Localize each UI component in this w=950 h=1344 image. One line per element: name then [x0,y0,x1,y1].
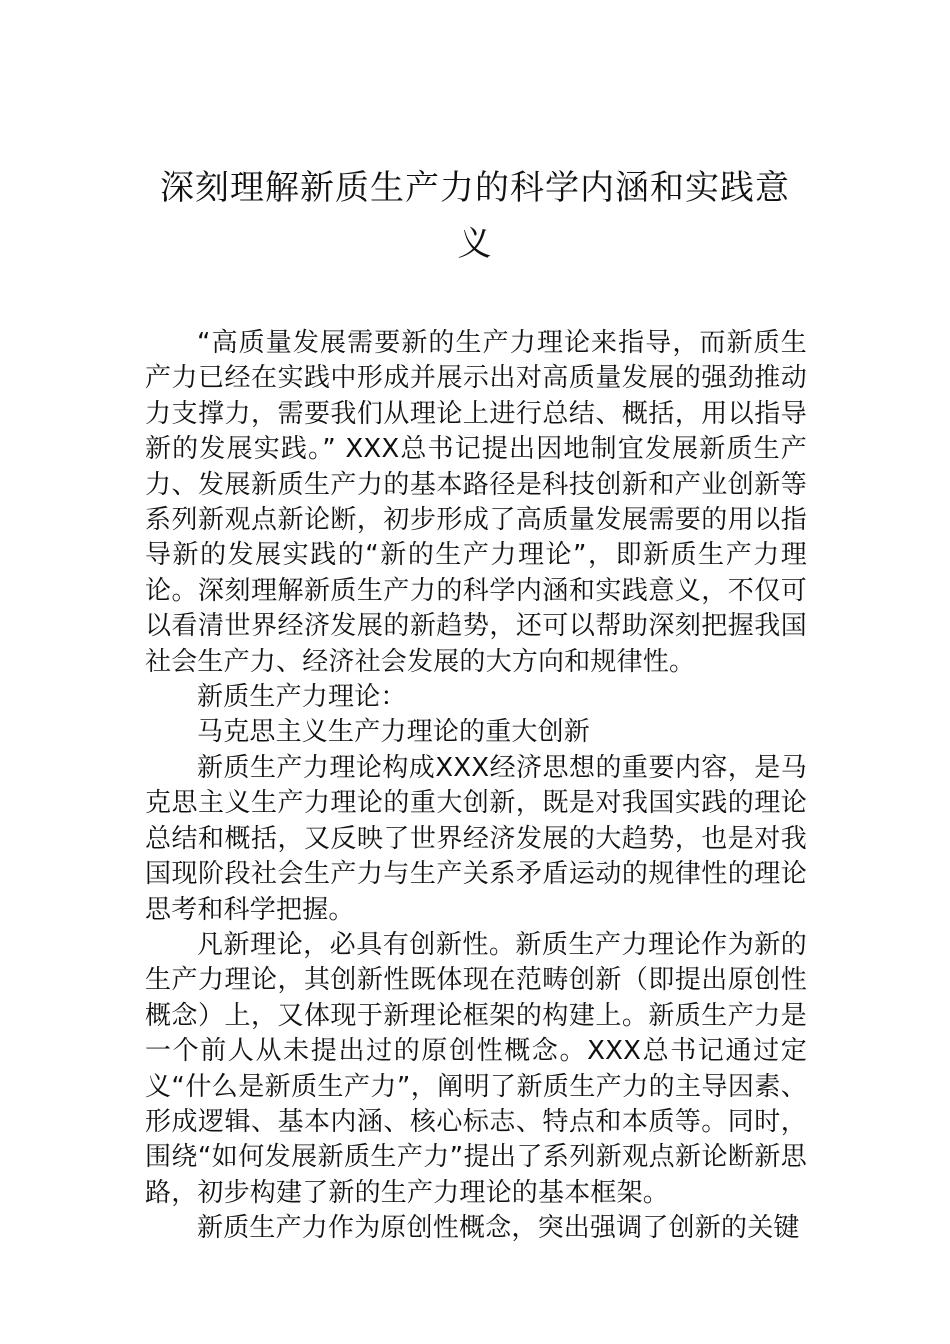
document-title: 深刻理解新质生产力的科学内涵和实践意义 [160,168,790,264]
paragraph-intro: “高质量发展需要新的生产力理论来指导，而新质生产力已经在实践中形成并展示出对高质量发展的强劲推动力支撑力，需要我们从理论上进行总结、概括，用以指导新的发展实践。” XXX总书记提出因地制宜发展新质生产力、发展新质生产力的基本路径是科技创新和产业创新等系列新观点新论断，初步形成了高质量发展需要的用以指导新的发展实践的“新的生产力理论”，即新质生产力理论。深刻理解新质生产力的科学内涵和实践意义，不仅可以看清世界经济发展的新趋势，还可以帮助深刻把握我国社会生产力、经济社会发展的大方向和规律性。 [145,328,807,677]
paragraph-original-concept: 新质生产力作为原创性概念，突出强调了创新的关键 [197,1213,800,1244]
paragraph-theory: 新质生产力理论构成XXX经济思想的重要内容，是马克思主义生产力理论的重大创新，既是对我国实践的理论总结和概括，又反映了世界经济发展的大趋势，也是对我国现阶段社会生产力与生产关系矛盾运动的规律性的理论思考和科学把握。 [145,752,807,925]
section-heading-line-2: 马克思主义生产力理论的重大创新 [197,717,591,748]
document-body [145,326,807,1247]
section-heading-line-1: 新质生产力理论： [197,682,407,713]
paragraph-innovation: 凡新理论，必具有创新性。新质生产力理论作为新的生产力理论，其创新性既体现在范畴创新（即提出原创性概念）上，又体现于新理论框架的构建上。新质生产力是一个前人从未提出过的原创性概念。XXX总书记通过定义“什么是新质生产力”，阐明了新质生产力的主导因素、形成逻辑、基本内涵、核心标志、特点和本质等。同时，围绕“如何发展新质生产力”提出了系列新观点新论断新思路，初步构建了新的生产力理论的基本框架。 [145,929,807,1208]
